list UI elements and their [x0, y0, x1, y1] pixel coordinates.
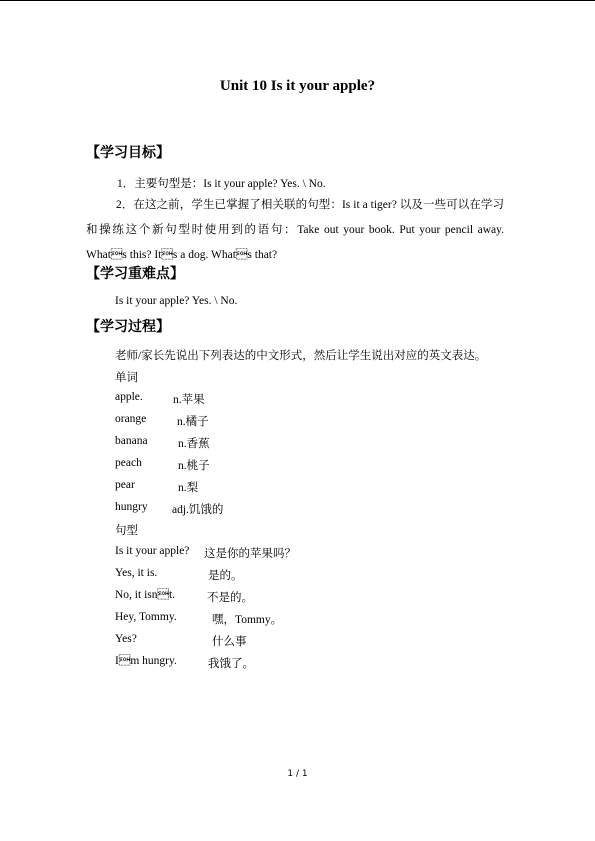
sentence-cn: 嘿，Tommy。 [212, 614, 283, 626]
section-heading-key-points: 【学习重难点】 [86, 266, 184, 282]
word-cn: n.桃子 [178, 460, 210, 472]
sentence-en: Is it your apple? [115, 545, 190, 557]
objective-item-1: 1．主要句型是：Is it your apple? Yes. \ No. [117, 178, 326, 190]
sentence-en: Yes, it is. [115, 567, 158, 579]
word-cn: n.香蕉 [178, 438, 210, 450]
sentence-en: Hey, Tommy. [115, 611, 177, 623]
sentence-en: No, it isnt. [115, 589, 176, 601]
process-intro: 老师/家长先说出下列表达的中文形式，然后让学生说出对应的英文表达。 [115, 350, 487, 362]
sentence-cn: 不是的。 [207, 592, 253, 604]
sentences-label: 句型 [115, 525, 138, 537]
word-en: pear [115, 479, 135, 491]
word-cn: n.橘子 [177, 416, 209, 428]
word-en: hungry [115, 501, 148, 513]
word-cn: adj.饥饿的 [172, 504, 224, 516]
section-heading-process: 【学习过程】 [86, 319, 170, 335]
word-en: orange [115, 413, 147, 425]
word-en: banana [115, 435, 148, 447]
sentence-cn: 这是你的苹果吗？ [204, 548, 296, 560]
sentence-cn: 什么事 [212, 636, 247, 648]
objective-item-2 [86, 193, 504, 268]
word-cn: n.苹果 [173, 394, 205, 406]
page-top-border [0, 0, 595, 1]
word-cn: n.梨 [178, 482, 199, 494]
sentence-en: Im hungry. [115, 655, 177, 667]
sentence-cn: 我饿了。 [208, 658, 254, 670]
sentence-en: Yes? [115, 633, 137, 645]
word-en: apple. [115, 391, 143, 403]
words-label: 单词 [115, 372, 138, 384]
sentence-cn: 是的。 [208, 570, 243, 582]
objective-item-2-text: 2．在这之前，学生已掌握了相关联的句型：Is it a tiger? 以及一些可以在学习和操练这个新句型时使用到的语句：Take out your book. Put your pencil away. Whats this? Its a dog. Whats that? [86, 199, 504, 261]
word-en: peach [115, 457, 142, 469]
section-heading-objectives: 【学习目标】 [86, 145, 170, 161]
document-title: Unit 10 Is it your apple? [219, 78, 376, 94]
key-points-text: Is it your apple? Yes. \ No. [115, 295, 238, 307]
page-number: 1 / 1 [287, 769, 308, 779]
